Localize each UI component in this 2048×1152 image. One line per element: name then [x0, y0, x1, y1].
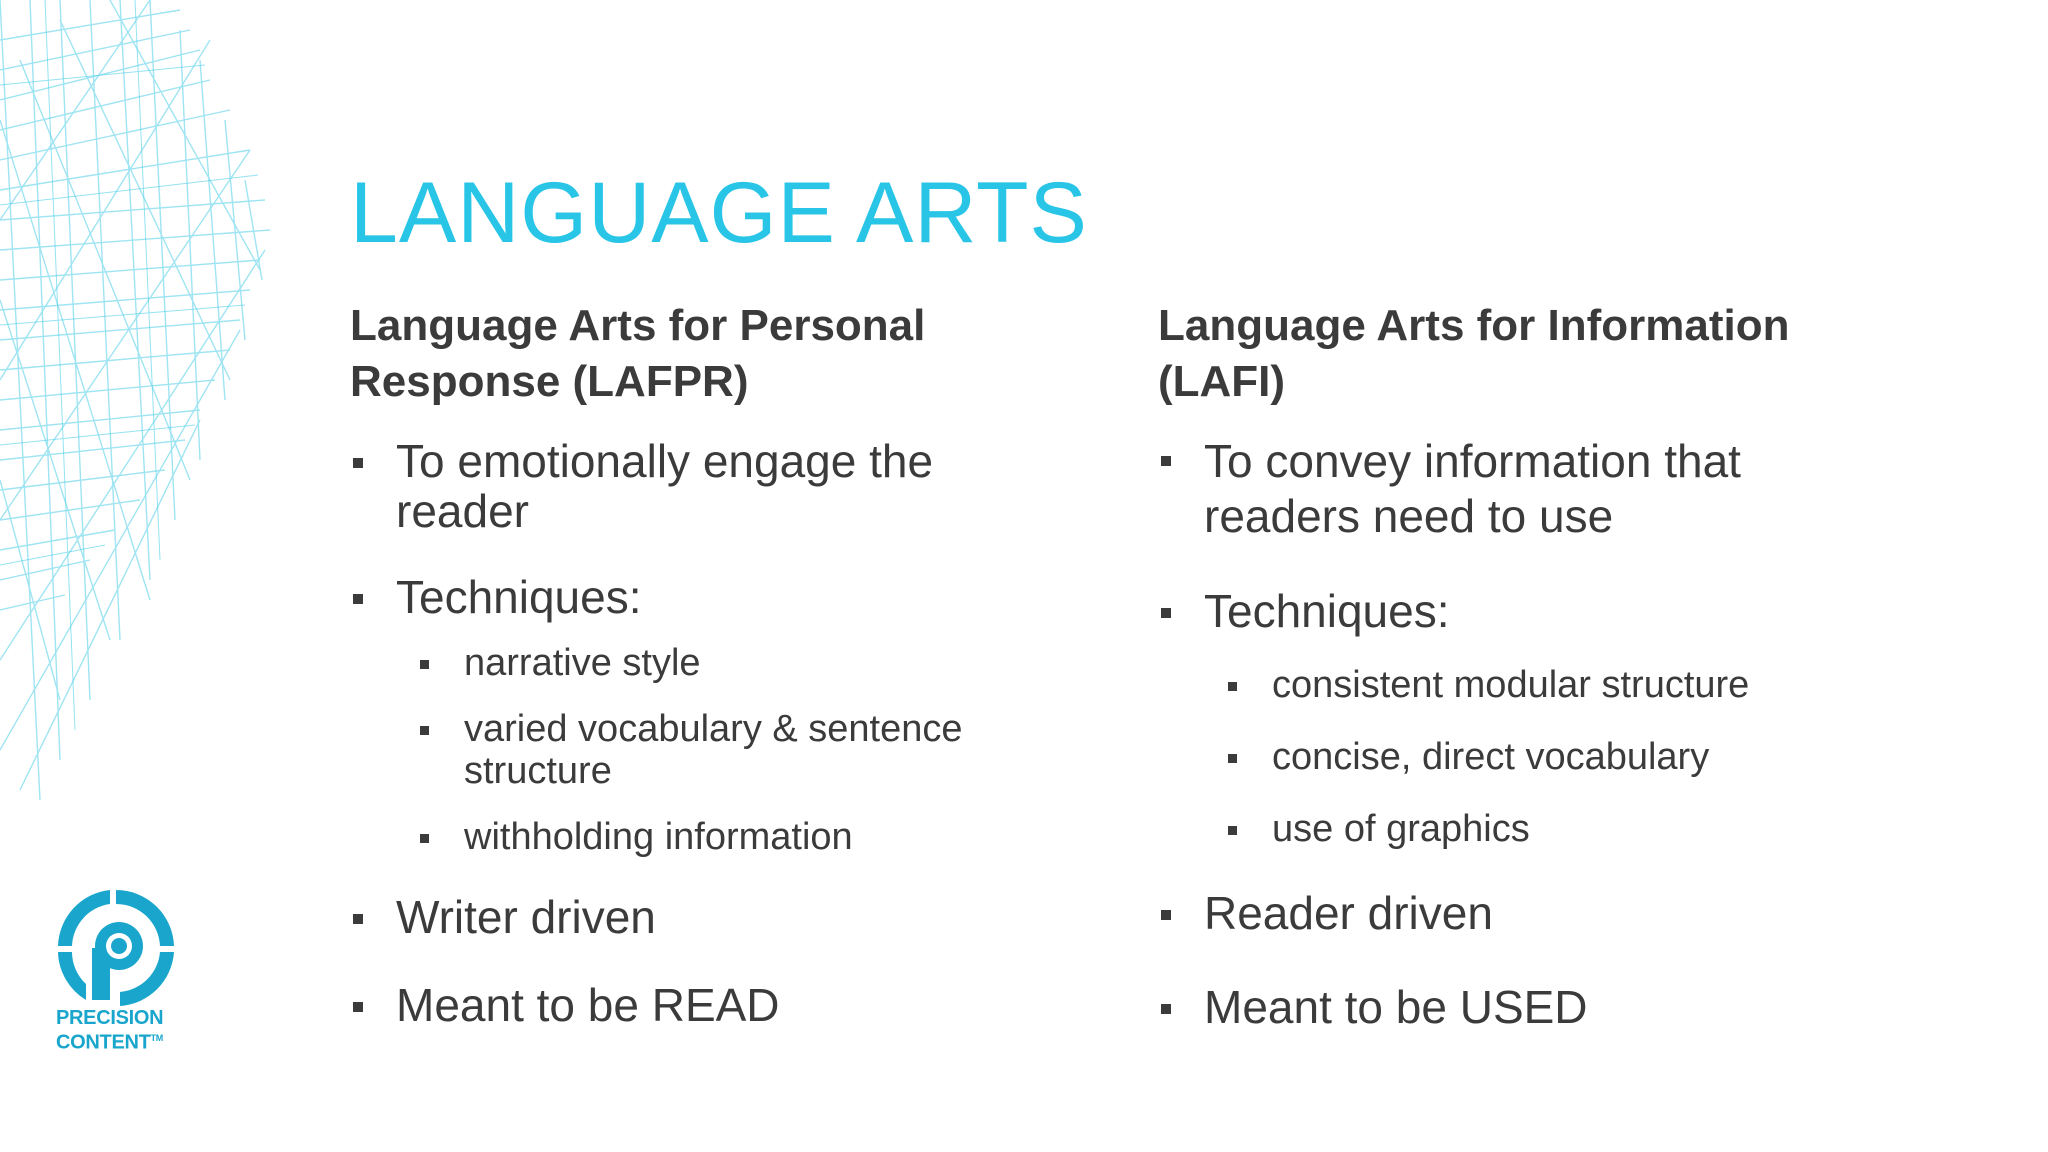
lafi-purpose: [1158, 434, 1918, 544]
lafi-bullets: [1158, 434, 1918, 636]
lafpr-technique-item: [418, 708, 1070, 792]
technique-text: varied vocabulary & sentence: [464, 708, 963, 750]
lafi-purpose-line1: To convey information that: [1204, 435, 1741, 487]
lafpr-purpose: [350, 436, 1070, 536]
lafpr-bullets-bottom: [350, 892, 1070, 1030]
technique-text-line2: structure: [464, 750, 612, 792]
logo-line2: CONTENT: [56, 1031, 151, 1054]
lafi-technique-item: concise, direct vocabulary: [1226, 736, 1918, 778]
lafpr-meant: Meant to be READ: [350, 980, 1070, 1030]
precision-content-logo: [56, 888, 186, 1053]
lafi-heading-line1: Language Arts for Information: [1158, 301, 1790, 350]
lafi-technique-item: use of graphics: [1226, 808, 1918, 850]
lafpr-techniques-label: Techniques:: [350, 572, 1070, 622]
logo-line1: PRECISION: [56, 1007, 164, 1029]
lafi-bullets-bottom: [1158, 888, 1918, 1032]
technique-text: withholding information: [464, 816, 853, 858]
lafpr-technique-item: [418, 642, 1070, 684]
logo-trademark: TM: [150, 1033, 163, 1043]
lafpr-heading: [350, 298, 1070, 410]
lafi-techniques-list: [1226, 664, 1918, 850]
lafi-techniques-label: Techniques:: [1158, 586, 1918, 636]
lafpr-heading-line1: Language Arts for Personal: [350, 301, 926, 350]
logo-wordmark: [56, 1008, 186, 1053]
lafi-meant: Meant to be USED: [1158, 982, 1918, 1032]
technique-text: narrative style: [464, 642, 701, 684]
lafpr-bullets: [350, 436, 1070, 622]
wireframe-background: [0, 0, 290, 800]
slide-title: LANGUAGE ARTS: [350, 165, 1088, 261]
lafi-purpose-line2: readers need to use: [1204, 490, 1614, 542]
lafpr-column: [350, 298, 1070, 1030]
logo-line2-wrap: [56, 1028, 186, 1053]
lafi-driver: Reader driven: [1158, 888, 1918, 938]
precision-logo-icon: [56, 888, 176, 1008]
lafpr-purpose-line1: To emotionally engage the: [396, 435, 934, 487]
lafi-column: [1158, 298, 1918, 1032]
lafi-heading: [1158, 298, 1918, 410]
lafpr-heading-line2: Response (LAFPR): [350, 357, 749, 406]
lafpr-driver: Writer driven: [350, 892, 1070, 942]
lafpr-techniques-list: [418, 642, 1070, 858]
lafi-technique-item: consistent modular structure: [1226, 664, 1918, 706]
lafpr-technique-item: [418, 816, 1070, 858]
lafpr-purpose-line2: reader: [396, 485, 529, 537]
lafi-heading-line2: (LAFI): [1158, 357, 1286, 406]
